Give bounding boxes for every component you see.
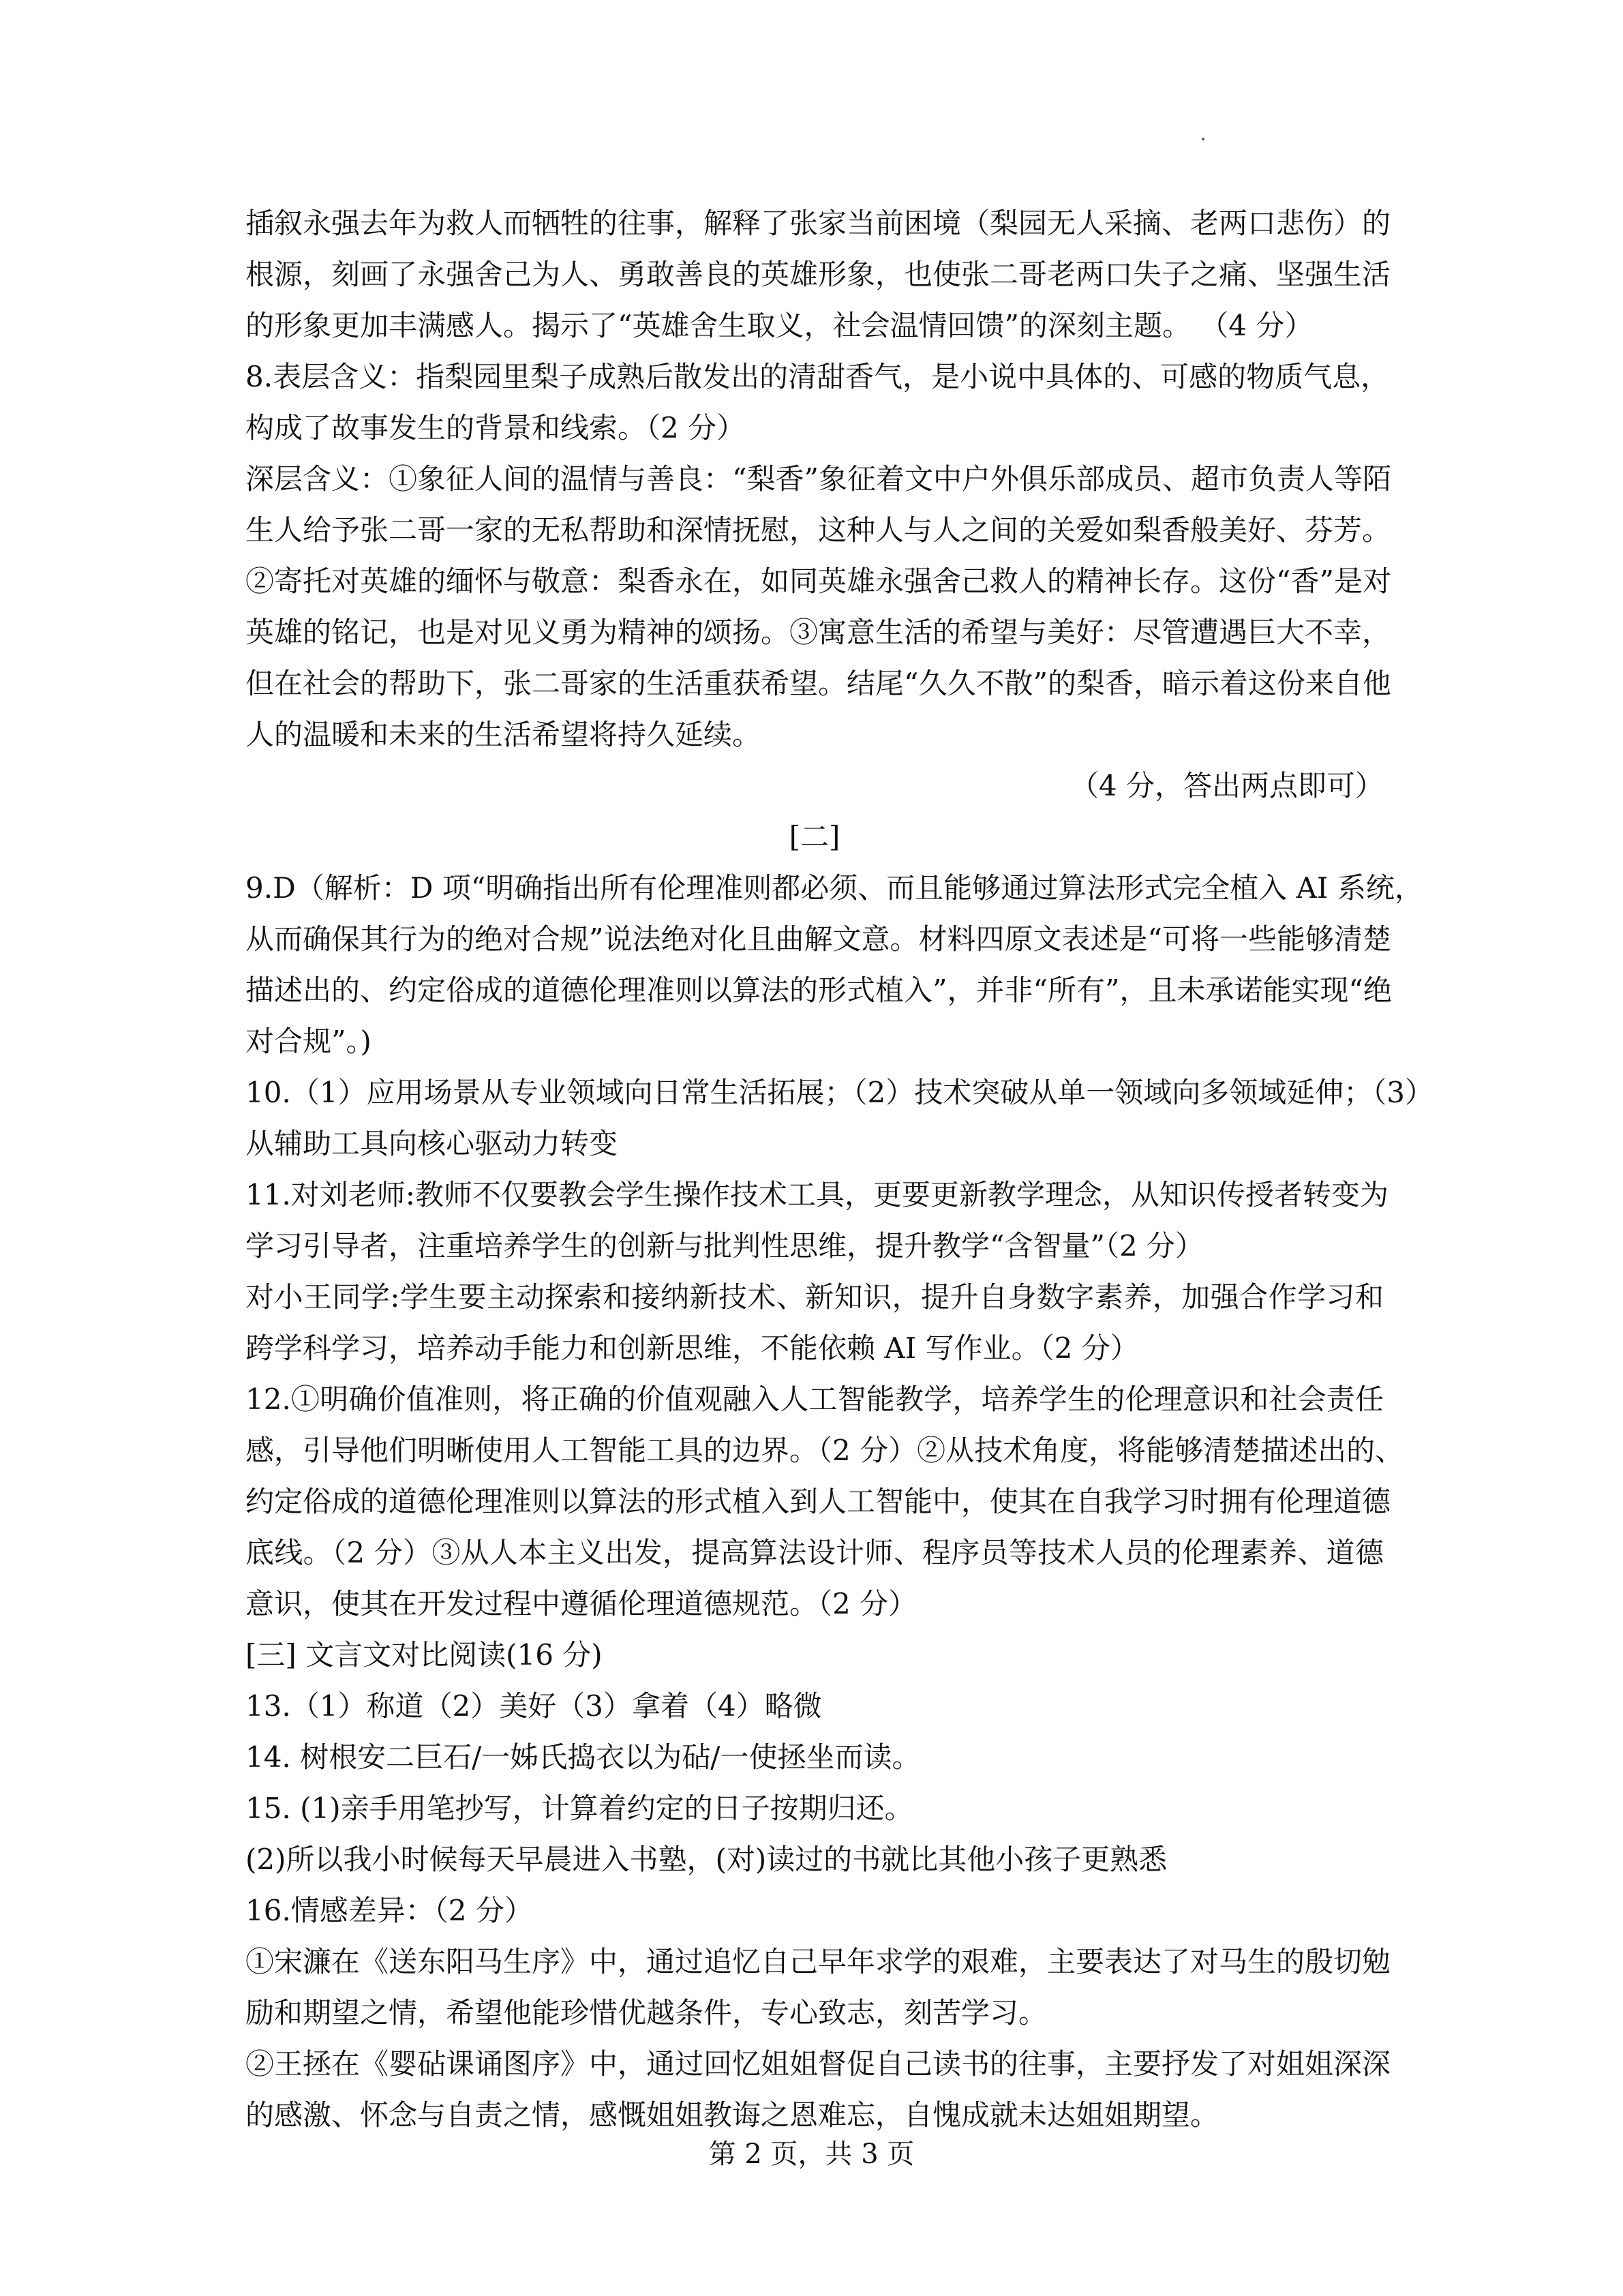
text-line: 深层含义：①象征人间的温情与善良：“梨香”象征着文中户外俱乐部成员、超市负责人等陌 [245, 462, 1391, 496]
text-line: (2)所以我小时候每天早晨进入书塾，(对)读过的书就比其他小孩子更熟悉 [245, 1843, 1168, 1876]
text-line: 8.表层含义：指梨园里梨子成熟后散发出的清甜香气，是小说中具体的、可感的物质气息， [245, 360, 1390, 393]
text-line: 16.情感差异：（2 分） [245, 1894, 533, 1927]
text-line: 约定俗成的道德伦理准则以算法的形式植入到人工智能中，使其在自我学习时拥有伦理道德 [245, 1485, 1391, 1518]
page-number: 第 2 页，共 3 页 [708, 2139, 915, 2170]
text-line: 15. (1)亲手用笔抄写，计算着约定的日子按期归还。 [245, 1792, 913, 1825]
text-line: 13.（1）称道（2）美好（3）拿着（4）略微 [245, 1689, 822, 1723]
section-heading: [三] 文言文对比阅读(16 分) [245, 1638, 603, 1672]
text-line: 生人给予张二哥一家的无私帮助和深情抚慰，这种人与人之间的关爱如梨香般美好、芬芳。 [245, 513, 1391, 547]
text-line: 英雄的铭记，也是对见义勇为精神的颂扬。③寓意生活的希望与美好：尽管遭遇巨大不幸， [245, 616, 1391, 649]
text-line: 描述出的、约定俗成的道德伦理准则以算法的形式植入”，并非“所有”，且未承诺能实现“绝 [245, 973, 1392, 1007]
text-line: 学习引导者，注重培养学生的创新与批判性思维，提升教学“含智量”（2 分） [245, 1229, 1204, 1263]
text-line: 从而确保其行为的绝对合规”说法绝对化且曲解文意。材料四原文表述是“可将一些能够清楚 [245, 922, 1391, 956]
text-line: 10.（1）应用场景从专业领域向日常生活拓展；（2）技术突破从单一领域向多领域延伸；（3） [245, 1076, 1434, 1109]
text-line: 14. 树根安二巨石/一姊氏捣衣以为砧/一使拯坐而读。 [245, 1740, 921, 1774]
text-line: 但在社会的帮助下，张二哥家的生活重获希望。结尾“久久不散”的梨香，暗示着这份来自他 [245, 667, 1391, 700]
text-line: ①宋濂在《送东阳马生序》中，通过追忆自己早年求学的艰难，主要表达了对马生的殷切勉 [245, 1945, 1391, 1978]
text-line: 9.D（解析：D 项“明确指出所有伦理准则都必须、而且能够通过算法形式完全植入 AI 系统， [245, 871, 1423, 905]
text-line: 11.对刘老师:教师不仅要教会学生操作技术工具，更要更新教学理念，从知识传授者转变为 [245, 1178, 1389, 1211]
text-line: 励和期望之情，希望他能珍惜优越条件，专心致志，刻苦学习。 [245, 1996, 1048, 2029]
text-line: ②寄托对英雄的缅怀与敬意：梨香永在，如同英雄永强舍己救人的精神长存。这份“香”是对 [245, 564, 1391, 598]
text-line: 底线。（2 分）③从人本主义出发，提高算法设计师、程序员等技术人员的伦理素养、道德 [245, 1536, 1384, 1569]
text-line: 12.①明确价值准则，将正确的价值观融入人工智能教学，培养学生的伦理意识和社会责任 [245, 1383, 1384, 1416]
text-line: 跨学科学习，培养动手能力和创新思维，不能依赖 AI 写作业。（2 分） [245, 1331, 1139, 1365]
text-line: 构成了故事发生的背景和线索。（2 分） [245, 411, 746, 444]
text-line: 意识，使其在开发过程中遵循伦理道德规范。（2 分） [245, 1587, 917, 1620]
scan-dot [1202, 138, 1204, 140]
text-line: ②王拯在《婴砧课诵图序》中，通过回忆姐姐督促自己读书的往事，主要抒发了对姐姐深深 [245, 2047, 1391, 2081]
section-heading: [二] [789, 820, 840, 854]
answer-content [245, 198, 1434, 2141]
text-line: 的形象更加丰满感人。揭示了“英雄舍生取义，社会温情回馈”的深刻主题。 （4 分） [245, 309, 1314, 342]
text-line: 的感激、怀念与自责之情，感慨姐姐教诲之恩难忘，自愧成就未达姐姐期望。 [245, 2098, 1219, 2132]
text-line: 插叙永强去年为救人而牺牲的往事，解释了张家当前困境（梨园无人采摘、老两口悲伤）的 [245, 207, 1391, 240]
text-line: 对合规”。) [245, 1025, 371, 1058]
score-note: （4 分，答出两点即可） [1070, 769, 1384, 802]
text-line: 根源，刻画了永强舍己为人、勇敢善良的英雄形象，也使张二哥老两口失子之痛、坚强生活 [245, 258, 1391, 291]
text-line: 人的温暖和未来的生活希望将持久延续。 [245, 718, 761, 751]
text-line: 对小王同学:学生要主动探索和接纳新技术、新知识，提升自身数字素养，加强合作学习和 [245, 1280, 1384, 1314]
text-line: 从辅助工具向核心驱动力转变 [245, 1127, 618, 1160]
text-line: 感，引导他们明晰使用人工智能工具的边界。（2 分）②从技术角度，将能够清楚描述出的、 [245, 1434, 1404, 1467]
